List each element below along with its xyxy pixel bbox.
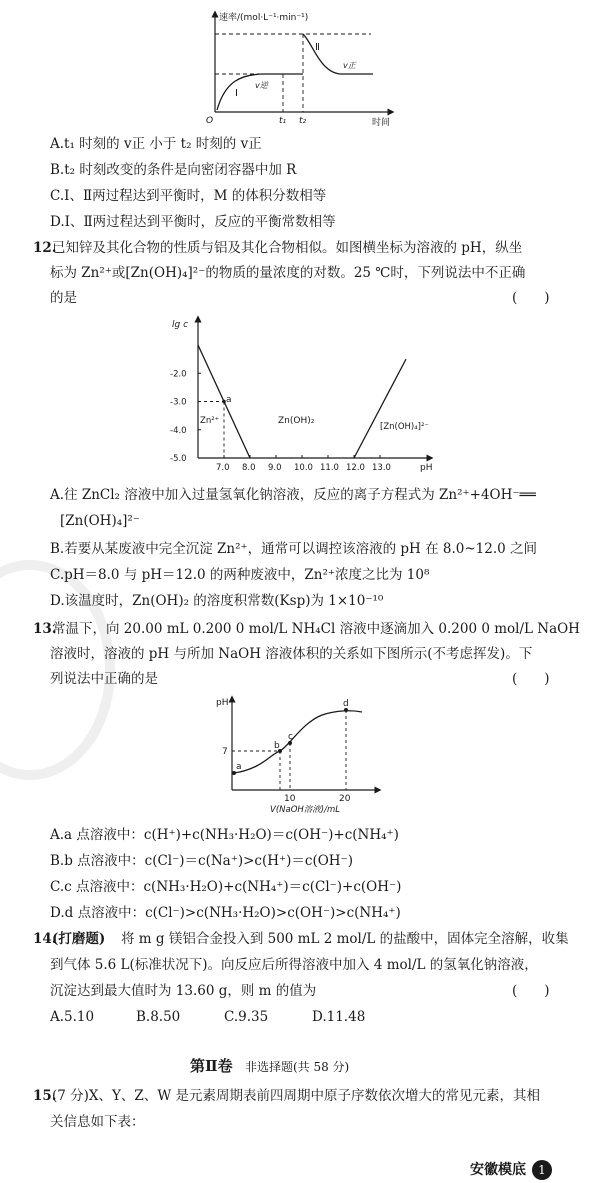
q12-option-c: C.pH＝8.0 与 pH＝12.0 的两种废液中，Zn²⁺浓度之比为 10⁸ (50, 567, 430, 583)
q12-label-znoh4: [Zn(OH)₄]²⁻ (380, 422, 429, 432)
q11-v-fwd-label: v正 (343, 61, 356, 70)
q14-answer-paren: ( ) (512, 983, 550, 999)
q12-y-tick-label: -2.0 (170, 369, 187, 380)
q15-stem-line-2: 关信息如下表： (50, 1114, 145, 1130)
q11-t2-label: t₂ (299, 116, 307, 126)
q13-tick-7: 7 (222, 747, 228, 757)
q15-stem-line-1: (7 分)X、Y、Z、W 是元素周期表前四周期中原子序数依次增大的常见元素，其相 (52, 1088, 540, 1104)
q12-option-a-cont: [Zn(OH)₄]²⁻ (60, 513, 140, 529)
q11-curve-I (217, 74, 303, 110)
q11-curve-II (303, 34, 373, 74)
q12-stem-line-2: 标为 Zn²⁺或[Zn(OH)₄]²⁻的物质的量浓度的对数。25 ℃时，下列说法中不正确 (50, 265, 526, 281)
q11-x-label: 时间 (372, 118, 391, 128)
q13-tick-10: 10 (284, 794, 296, 804)
section-2-title: 第Ⅱ卷 (190, 1057, 233, 1075)
q11-option-c: C.Ⅰ、Ⅱ两过程达到平衡时，M 的体积分数相等 (50, 188, 327, 204)
q12-stem-line-3: 的是 (50, 290, 77, 306)
q11-y-label: 速率/(mol·L⁻¹·min⁻¹) (219, 13, 309, 23)
q14-stem-line-2: 到气体 5.6 L(标准状况下)。向反应后所得溶液中加入 4 mol/L 的氢氧化钠溶液， (50, 957, 538, 973)
q12-x-tick-label: 12.0 (346, 463, 365, 473)
q13-number: 13. (33, 621, 57, 637)
q12-x-tick-label: 10.0 (294, 463, 313, 473)
page-footer (470, 1160, 552, 1180)
q12-option-d: D.该温度时，Zn(OH)₂ 的溶度积常数(Ksp)为 1×10⁻¹⁰ (50, 593, 384, 609)
q12-y-tick-label: -4.0 (170, 425, 187, 436)
q11-rate-time-chart (195, 4, 395, 128)
footer-title: 安徽模底 (470, 1162, 526, 1178)
q13-label-b: b (274, 741, 280, 751)
q11-region-II: Ⅱ (315, 42, 320, 53)
q12-series-zn2-line (198, 345, 224, 402)
q13-answer-paren: ( ) (512, 671, 550, 687)
q11-t1-label: t₁ (279, 116, 287, 126)
q12-x-tick-label: 8.0 (242, 463, 256, 473)
q12-label-zn2: Zn²⁺ (200, 416, 220, 426)
q12-x-tick-label: 13.0 (372, 463, 391, 473)
section-2-subtitle: 非选择题(共 58 分) (244, 1060, 350, 1074)
q12-x-tick-label: 7.0 (216, 463, 230, 473)
q14-option-b: B.8.50 (136, 1009, 181, 1025)
q13-x-label: V(NaOH溶液)/mL (270, 805, 340, 815)
q12-label-a: a (226, 395, 232, 405)
q13-stem-line-1: 常温下，向 20.00 mL 0.200 0 mol/L NH₄Cl 溶液中逐滴加入 0.200 0 mol/L NaOH (52, 621, 580, 637)
q13-ph-volume-chart (212, 695, 382, 815)
q13-stem-line-3: 列说法中正确的是 (50, 671, 158, 687)
q12-number: 12. (33, 240, 57, 256)
q12-x-label: pH (420, 463, 433, 473)
q11-region-I: Ⅰ (235, 88, 238, 99)
q12-option-a: A.往 ZnCl₂ 溶液中加入过量氢氧化钠溶液，反应的离子方程式为 Zn²⁺+4OH⁻══ (50, 487, 536, 503)
q13-option-d: D.d 点溶液中：c(Cl⁻)>c(NH₃·H₂O)>c(OH⁻)>c(NH₄⁺) (50, 905, 401, 921)
q12-answer-paren: ( ) (512, 290, 550, 306)
q12-series-zn2-line-2 (224, 402, 250, 459)
q14-tag: (打磨题) (52, 931, 106, 947)
q12-option-b: B.若要从某废液中完全沉淀 Zn²⁺，通常可以调控该溶液的 pH 在 8.0~12.0 之间 (50, 541, 538, 557)
section-2-heading (190, 1057, 349, 1076)
q12-stem-line-1: 已知锌及其化合物的性质与铝及其化合物相似。如图横坐标为溶液的 pH，纵坐 (52, 240, 523, 256)
q13-option-c: C.c 点溶液中：c(NH₃·H₂O)+c(NH₄⁺)＝c(Cl⁻)+c(OH⁻) (50, 879, 402, 895)
q15-number: 15. (33, 1088, 57, 1104)
q13-titration-curve (234, 711, 362, 773)
q14-stem-line-1: 将 m g 镁铝合金投入到 500 mL 2 mol/L 的盐酸中，固体完全溶解，收集 (121, 931, 569, 947)
q13-option-a: A.a 点溶液中：c(H⁺)+c(NH₃·H₂O)＝c(OH⁻)+c(NH₄⁺) (50, 827, 399, 843)
q12-series-znoh4-line (354, 359, 406, 458)
q13-stem-line-2: 溶液时，溶液的 pH 与所加 NaOH 溶液体积的关系如下图所示(不考虑挥发)。下 (50, 646, 533, 662)
q14-option-a: A.5.10 (50, 1009, 95, 1025)
q11-option-d: D.Ⅰ、Ⅱ两过程达到平衡时，反应的平衡常数相等 (50, 214, 336, 230)
q14-number: 14. (33, 931, 57, 947)
q11-v-rev-label: v逆 (255, 81, 268, 90)
q12-x-tick-label: 11.0 (320, 463, 339, 473)
q12-y-tick-label: -3.0 (170, 397, 187, 408)
q11-origin: O (206, 116, 214, 126)
q13-label-a: a (236, 762, 242, 772)
q12-y-label: lg c (172, 320, 189, 330)
q14-option-d: D.11.48 (312, 1009, 366, 1025)
q13-tick-20: 20 (339, 794, 351, 804)
q12-lgc-ph-chart (168, 313, 438, 473)
q13-label-c: c (288, 732, 293, 742)
q12-y-tick-label: -5.0 (170, 454, 187, 464)
q13-option-b: B.b 点溶液中：c(Cl⁻)＝c(Na⁺)>c(H⁺)＝c(OH⁻) (50, 853, 353, 869)
q11-option-a: A.t₁ 时刻的 v正 小于 t₂ 时刻的 v正 (50, 136, 262, 152)
q13-label-d: d (343, 699, 349, 709)
q11-option-b: B.t₂ 时刻改变的条件是向密闭容器中加 R (50, 162, 297, 178)
q12-label-znoh2: Zn(OH)₂ (278, 416, 315, 426)
q12-x-tick-label: 9.0 (268, 463, 282, 473)
q14-option-c: C.9.35 (224, 1009, 269, 1025)
q14-stem-line-3: 沉淀达到最大值时为 13.60 g，则 m 的值为 (50, 983, 317, 999)
q13-y-label: pH (216, 698, 229, 708)
page-number: 1 (532, 1160, 552, 1180)
